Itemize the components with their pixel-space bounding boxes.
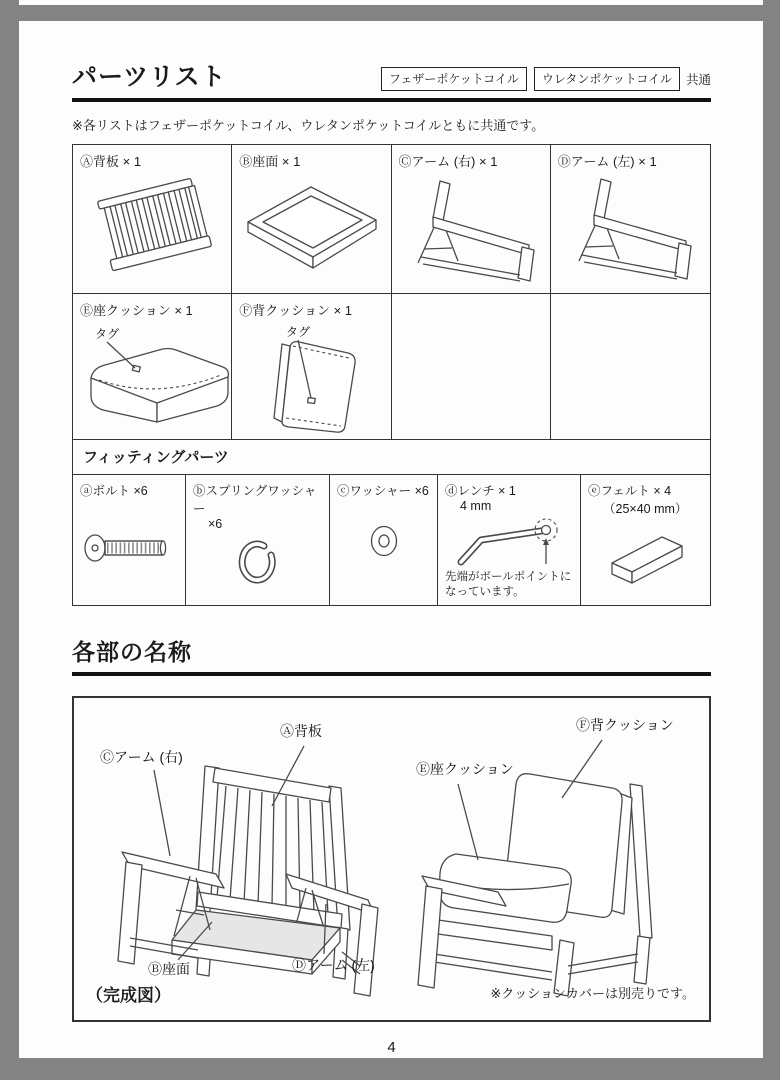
part-label-line2: 4 mm <box>460 499 492 513</box>
fitting-parts-grid <box>73 475 710 605</box>
part-label: ⓐボルト ×6 <box>80 484 148 498</box>
part-label: Ⓓアーム (左) × 1 <box>557 154 657 169</box>
badge-urethane-pocket-coil: ウレタンポケットコイル <box>534 67 680 91</box>
previous-page-edge <box>19 0 763 5</box>
arm-left-drawing <box>555 171 705 283</box>
manual-page <box>19 21 763 1058</box>
spring-washer-drawing <box>231 535 285 593</box>
page-title: パーツリスト <box>72 63 227 91</box>
part-cell-arm-right <box>392 145 551 294</box>
fit-cell-spring-washer <box>186 475 330 605</box>
part-label-line2: ×6 <box>208 517 223 531</box>
fit-cell-bolt <box>73 475 186 605</box>
label-back-panel: Ⓐ背板 <box>280 723 322 739</box>
label-arm-right: Ⓒアーム (右) <box>100 749 183 765</box>
completed-figure-drawing <box>74 698 709 1016</box>
badge-common-label: 共通 <box>685 73 711 87</box>
bolt-drawing <box>79 513 179 583</box>
part-label: Ⓐ背板 × 1 <box>80 154 142 169</box>
figure-caption: （完成図） <box>86 986 171 1005</box>
wrench-note <box>438 568 580 600</box>
part-cell-arm-left <box>551 145 710 294</box>
part-cell-seat-board <box>232 145 391 294</box>
empty-cell <box>551 294 710 440</box>
completed-figure-box <box>72 696 711 1022</box>
seat-board-drawing <box>236 171 386 281</box>
back-cushion-drawing <box>236 320 386 436</box>
wrench-note-line2: なっています。 <box>445 585 525 598</box>
hex-wrench-drawing <box>443 514 575 568</box>
part-label: Ⓑ座面 × 1 <box>239 154 301 169</box>
fit-cell-wrench <box>438 475 581 605</box>
model-badges <box>374 67 711 93</box>
common-note: ※各リストはフェザーポケットコイル、ウレタンポケットコイルともに共通です。 <box>72 118 545 133</box>
label-seat-board: Ⓑ座面 <box>148 961 190 977</box>
label-seat-cushion: Ⓔ座クッション <box>416 761 514 777</box>
badge-feather-pocket-coil: フェザーポケットコイル <box>381 67 527 91</box>
fit-cell-washer <box>330 475 438 605</box>
empty-cell <box>392 294 551 440</box>
part-label <box>438 475 580 513</box>
fit-cell-felt <box>581 475 710 605</box>
part-label <box>581 475 710 517</box>
arm-right-drawing <box>396 171 546 283</box>
part-label <box>186 475 329 531</box>
part-cell-back-panel <box>73 145 232 294</box>
title-rule <box>72 98 711 102</box>
part-cell-seat-cushion <box>73 294 232 440</box>
felt-pad-drawing <box>596 519 696 591</box>
section-title-part-names: 各部の名称 <box>72 639 192 665</box>
washer-drawing <box>357 511 411 575</box>
page-number: 4 <box>387 1039 396 1056</box>
part-cell-back-cushion <box>232 294 391 440</box>
main-parts-grid <box>73 145 710 440</box>
part-label-line1: ⓓレンチ × 1 <box>445 484 516 498</box>
tag-label: タグ <box>286 325 311 339</box>
part-label-line1: ⓔフェルト × 4 <box>588 484 672 498</box>
label-arm-left: Ⓓアーム (左) <box>292 957 375 973</box>
part-label-line2: （25×40 mm） <box>603 502 688 516</box>
wrench-note-line1: 先端がボールポイントに <box>445 571 572 583</box>
chair-cushion-drawing <box>418 774 652 996</box>
parts-table <box>72 144 711 606</box>
part-label-line1: ⓑスプリングワッシャー <box>193 484 317 516</box>
cushion-cover-note: ※クッションカバーは別売りです。 <box>490 986 695 1001</box>
label-back-cushion: Ⓕ背クッション <box>576 717 674 733</box>
back-panel-drawing <box>77 171 227 281</box>
page-header <box>72 57 711 93</box>
part-label: ⓒワッシャー ×6 <box>337 484 429 498</box>
part-label: Ⓕ背クッション × 1 <box>239 303 353 318</box>
seat-cushion-drawing <box>73 320 232 436</box>
tag-label: タグ <box>95 327 120 341</box>
fitting-parts-header: フィッティングパーツ <box>73 440 710 475</box>
section-rule <box>72 672 711 676</box>
part-label: Ⓔ座クッション × 1 <box>80 303 193 318</box>
part-label: Ⓒアーム (右) × 1 <box>398 154 498 169</box>
